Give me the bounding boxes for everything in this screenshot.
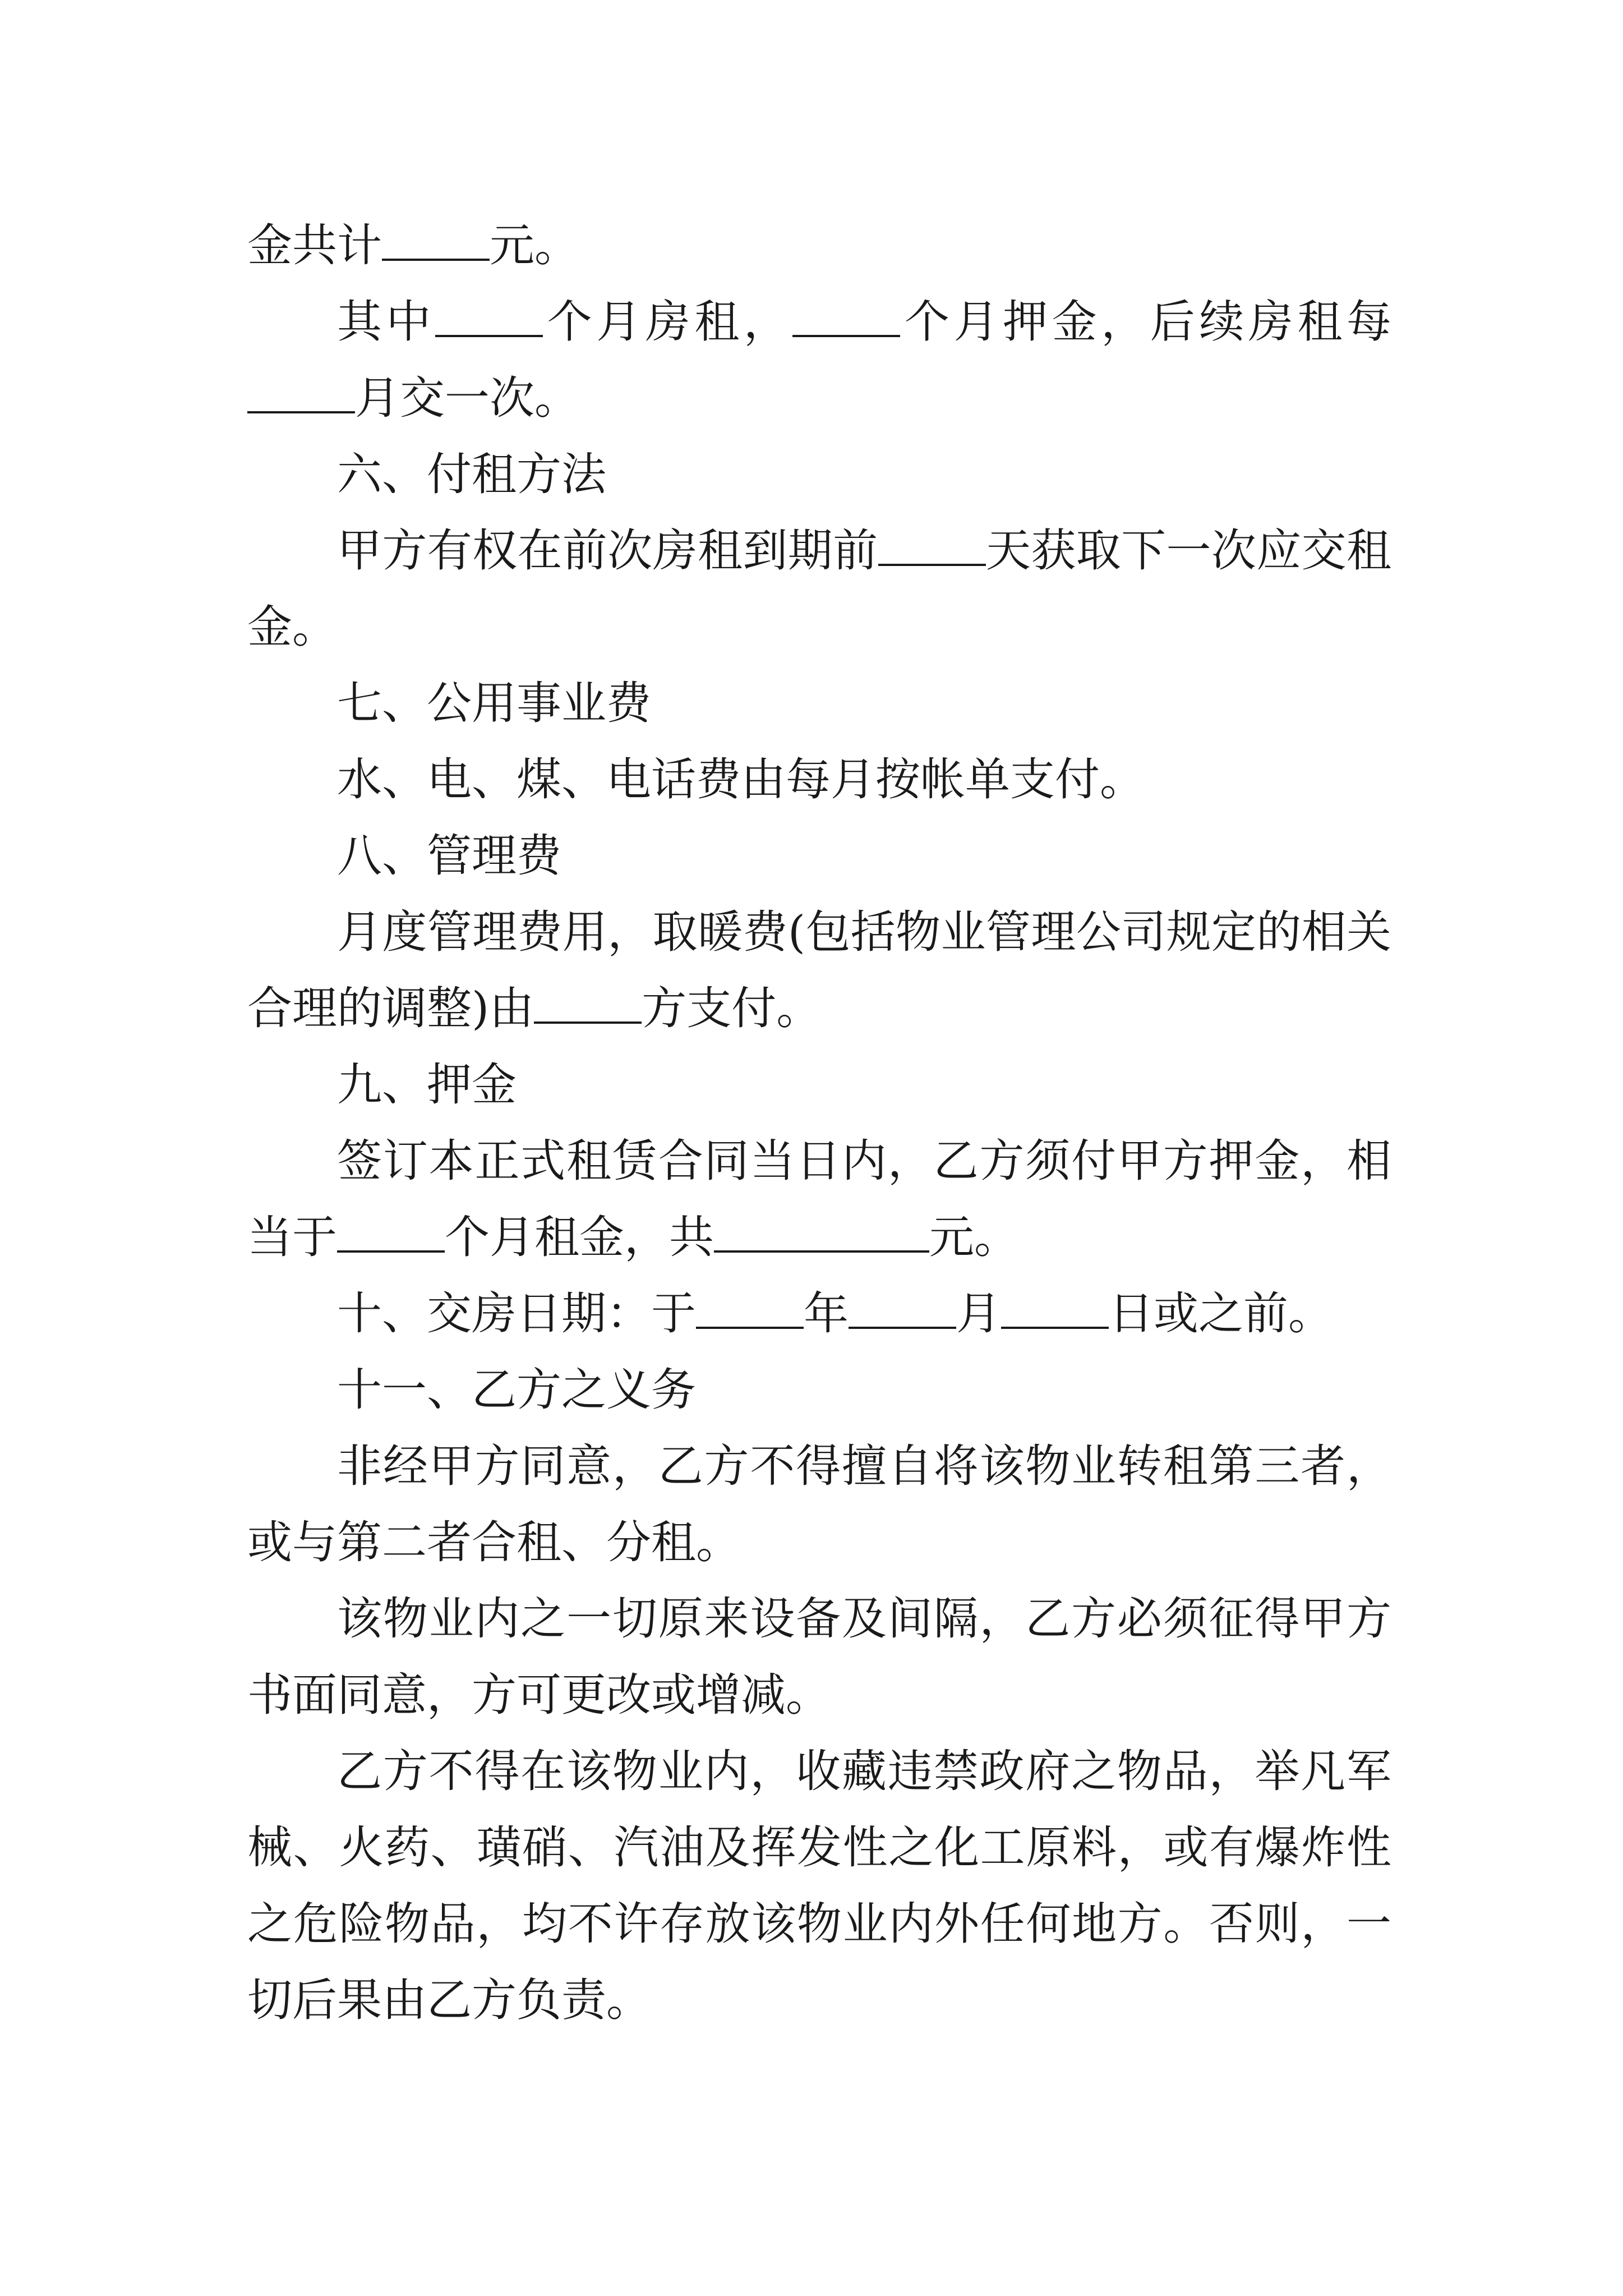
text-segment: 个月房租， — [543, 296, 793, 348]
fill-blank — [849, 1289, 956, 1329]
text-segment: 个月租金，共 — [445, 1211, 714, 1263]
paragraph-handover-date — [247, 1276, 1391, 1352]
text-segment: 年 — [804, 1287, 849, 1340]
text-segment: 月交一次。 — [355, 372, 579, 424]
fill-blank — [534, 983, 642, 1024]
paragraph-deposit — [247, 1123, 1391, 1276]
fill-blank — [792, 297, 900, 337]
fill-blank — [696, 1289, 804, 1329]
fill-blank — [714, 1212, 929, 1253]
paragraph-management-fee — [247, 894, 1391, 1047]
text-segment: 元。 — [929, 1211, 1019, 1263]
fill-blank — [878, 526, 986, 566]
text-segment: 其中 — [337, 296, 436, 348]
paragraph-rent-total — [247, 208, 1391, 284]
paragraph-utilities: 水、电、煤、电话费由每月按帐单支付。 — [337, 753, 1145, 806]
section-heading-deposit: 九、押金 — [337, 1059, 517, 1111]
text-segment: 月 — [956, 1287, 1001, 1340]
fill-blank — [247, 373, 355, 413]
text-segment: 日或之前。 — [1109, 1287, 1333, 1340]
text-segment: 签订本正式租赁合同当日内，乙方须付甲方押金，相当于 — [247, 1135, 1391, 1263]
text-segment: 十、交房日期：于 — [337, 1287, 696, 1340]
text-segment: 天获取下一次应交租金。 — [247, 524, 1392, 653]
text-segment: 甲方有权在前次房租到期前 — [337, 524, 878, 577]
text-segment: 金共计 — [247, 219, 382, 272]
section-heading-payment-method: 六、付租方法 — [337, 448, 606, 500]
text-segment: 个月押金，后续房租每 — [900, 296, 1392, 348]
paragraph-prohibited-items: 乙方不得在该物业内，收藏违禁政府之物品，举凡军械、火药、璜硝、汽油及挥发性之化工原料，或有爆炸性之危险物品，均不许存放该物业内外任何地方。否则，一切后果由乙方负责。 — [247, 1745, 1391, 2026]
text-segment: 元。 — [490, 219, 579, 272]
fill-blank — [1001, 1289, 1109, 1329]
fill-blank — [337, 1212, 445, 1253]
section-heading-utilities: 七、公用事业费 — [337, 677, 651, 729]
fill-blank — [435, 297, 543, 337]
text-segment: 月度管理费用，取暖费(包括物业管理公司规定的相关合理的调整)由 — [247, 906, 1391, 1034]
paragraph-payment-method — [247, 513, 1391, 665]
paragraph-rent-breakdown — [247, 284, 1391, 436]
document-body — [247, 208, 1391, 2039]
paragraph-alterations: 该物业内之一切原来设备及间隔，乙方必须征得甲方书面同意，方可更改或增减。 — [247, 1593, 1391, 1721]
paragraph-sublet: 非经甲方同意，乙方不得擅自将该物业转租第三者，或与第二者合租、分租。 — [247, 1440, 1391, 1568]
section-heading-management-fee: 八、管理费 — [337, 830, 561, 882]
section-heading-tenant-obligations: 十一、乙方之义务 — [337, 1364, 696, 1416]
fill-blank — [382, 220, 490, 261]
text-segment: 方支付。 — [642, 982, 822, 1034]
